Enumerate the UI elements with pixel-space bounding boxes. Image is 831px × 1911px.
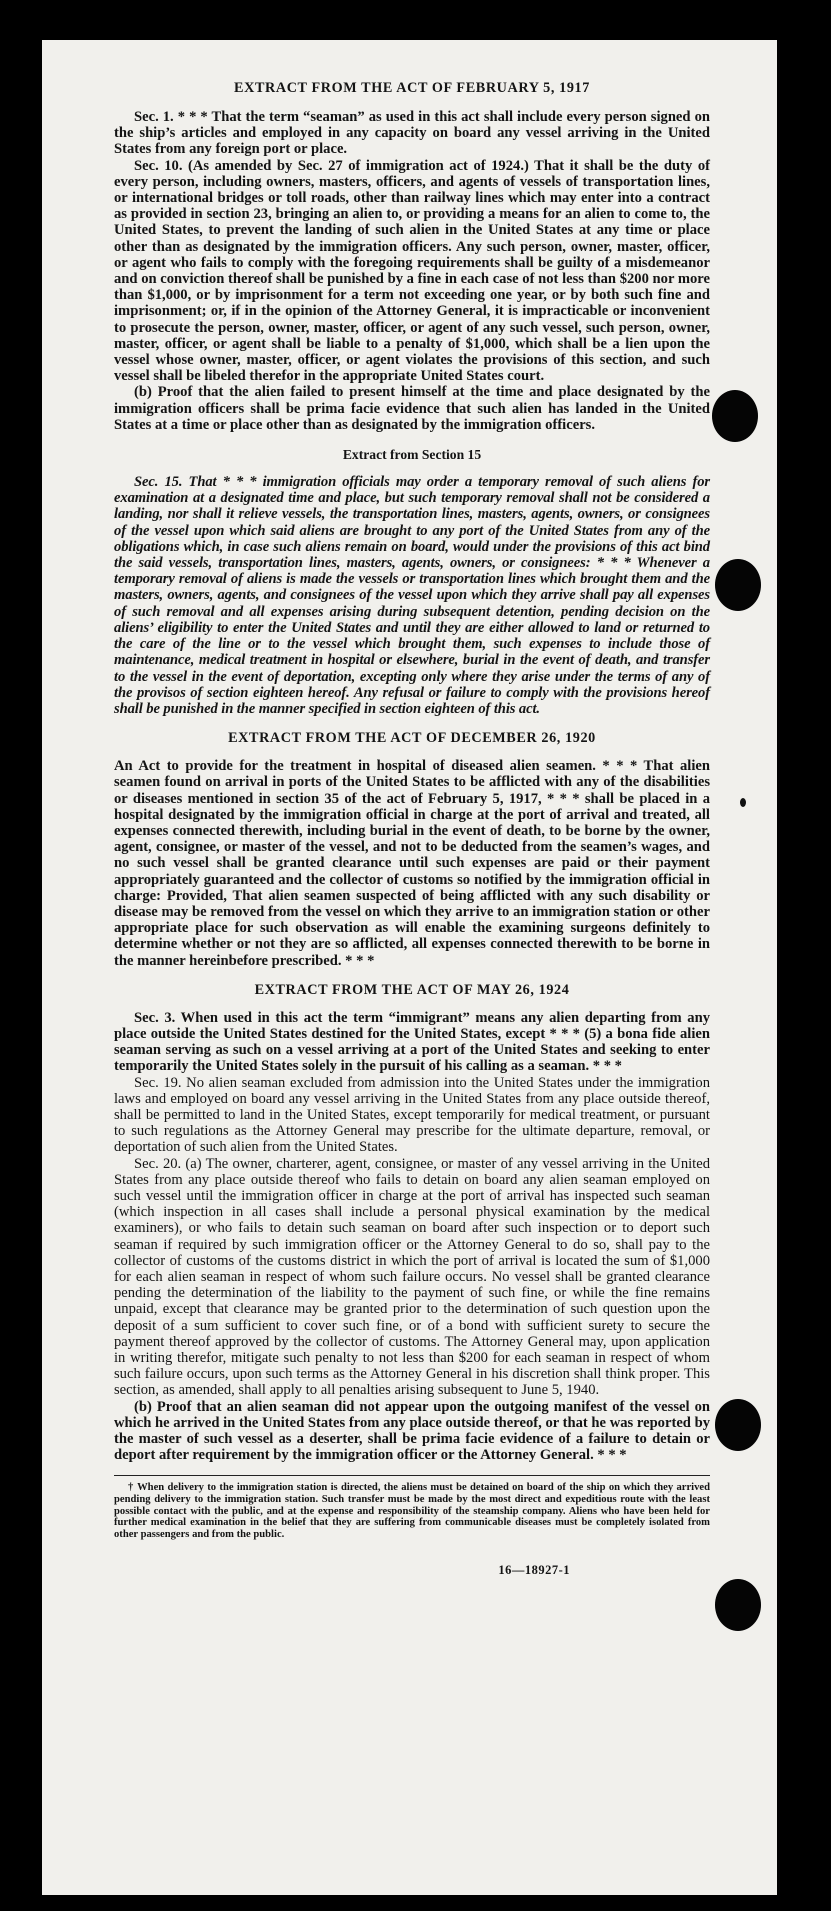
footnote-divider	[114, 1475, 710, 1476]
heading-act-1920: EXTRACT FROM THE ACT OF DECEMBER 26, 1920	[228, 730, 596, 747]
paragraph-1917-sec1: Sec. 1. * * * That the term “seaman” as used in this act shall include every person signed on the ship’s articles and employed in any capacity on board any vessel arriving in the United States from any foreign port or place.	[114, 109, 710, 158]
punch-hole-1	[712, 390, 758, 442]
paragraph-sec15: Sec. 15. That * * * immigration officials may order a temporary removal of such aliens for examination at a designated time and place, but such temporary removal shall not be considered a landing, nor shall it relieve vessels, the transportation lines, masters, agents, owners, or consignees of the vessel upon which said aliens are brought to any port of the United States from any of the obligations which, in case such aliens remain on board, would under the provisions of this act bind the said vessels, transportation lines, masters, agents, owners, or consignees: * * * Whenever a temporary removal of aliens is made the vessels or transportation lines which brought them and the masters, owners, agents, and consignees of the vessel upon which they arrive shall pay all expenses of such removal and all expenses arising during subsequent detention, pending decision on the aliens’ eligibility to enter the United States and until they are either allowed to land or returned to the care of the line or to the vessel which brought them, such expenses to include those of maintenance, medical treatment in hospital or elsewhere, burial in the event of death, and transfer to the vessel in the event of deportation, excepting only where they arise under the terms of any of the provisos of section eighteen hereof. Any refusal or failure to comply with the provisions hereof shall be punished in the manner specified in section eighteen of this act.	[114, 474, 710, 717]
paragraph-1924-sec20: Sec. 20. (a) The owner, charterer, agent, consignee, or master of any vessel arriving in the United States from any place outside thereof who fails to detain on board any alien seaman employed on such vessel until the immigration officer in charge at the port of arrival has inspected such seaman (which inspection in all cases shall include a personal physical examination by the medical examiners), or who fails to detain such seaman on board after such inspection or to deport such seaman if required by such immigration officer or the Attorney General to do so, shall pay to the collector of customs of the customs district in which the port of arrival is located the sum of $1,000 for each alien seaman in respect of whom such failure occurs. No vessel shall be granted clearance pending the determination of the liability to the payment of such fine, or while the fine remains unpaid, except that clearance may be granted prior to the determination of such question upon the deposit of a sum sufficient to cover such fine, or of a bond with sufficient surety to secure the payment thereof approved by the collector of customs. The Attorney General may, upon application in writing therefor, mitigate such penalty to not less than $200 for each seaman in respect of whom such failure occurs, upon such terms as the Attorney General in his discretion shall think proper. This section, as amended, shall apply to all penalties arising subsequent to June 5, 1940.	[114, 1155, 710, 1399]
paragraph-1924-sec19: Sec. 19. No alien seaman excluded from admission into the United States under the immigration laws and employed on board any vessel arriving in the United States from any place outside thereof, shall be permitted to land in the United States, except temporarily for medical treatment, or pursuant to such regulations as the Attorney General may prescribe for the ultimate departure, removal, or deportation of such alien from the United States.	[114, 1074, 710, 1156]
print-code: 16—18927-1	[498, 1563, 570, 1578]
heading-act-1924: EXTRACT FROM THE ACT OF MAY 26, 1924	[254, 981, 570, 998]
paragraph-1920: An Act to provide for the treatment in hospital of diseased alien seamen. * * * That alien seamen found on arrival in ports of the United States to be afflicted with any of the disabilities or diseases mentioned in section 35 of the act of February 5, 1917, * * * shall be placed in a hospital designated by the immigration official in charge at the port of arrival and treated, all expenses connected therewith, including burial in the event of death, to be borne by the owner, agent, consignee, or master of the vessel, and not to be deducted from the seamen’s wages, and no such vessel shall be granted clearance until such expenses are paid or their payment appropriately guaranteed and the collector of customs so notified by the immigration official in charge: Provided, That alien seamen suspected of being afflicted with any such disability or disease may be removed from the vessel on which they arrive to an immigration station or other appropriate place for such observation as will enable the examining surgeons definitely to determine whether or not they are so afflicted, all expenses connected therewith to be borne in the manner hereinbefore prescribed. * * *	[114, 758, 710, 969]
paragraph-1917-b: (b) Proof that the alien failed to present himself at the time and place designated by the immigration officers shall be prima facie evidence that such alien has landed in the United States at a time or place other than as designated by the immigration officers.	[114, 384, 710, 433]
document-page	[42, 40, 777, 1895]
heading-section-15: Extract from Section 15	[342, 447, 482, 463]
punch-hole-2	[715, 559, 761, 611]
paragraph-1924-sec3: Sec. 3. When used in this act the term “immigrant” means any alien departing from any place outside the United States destined for the United States, except * * * (5) a bona fide alien seaman serving as such on a vessel arriving at a port of the United States and seeking to enter temporarily the United States solely in the pursuit of his calling as a seaman. * * *	[114, 1009, 710, 1075]
document-body	[114, 80, 710, 1579]
punch-hole-3	[715, 1399, 761, 1451]
heading-act-1917: EXTRACT FROM THE ACT OF FEBRUARY 5, 1917	[234, 80, 590, 96]
paragraph-1917-sec10: Sec. 10. (As amended by Sec. 27 of immigration act of 1924.) That it shall be the duty of every person, including owners, masters, officers, and agents of vessels of transportation lines, or international bridges or toll roads, other than railway lines which may enter into a contract as provided in section 23, bringing an alien to, or providing a means for an alien to come to, the United States, to prevent the landing of such alien in the United States at any time or place other than as designated by the immigration officers. Any such person, owner, master, officer, or agent who fails to comply with the foregoing requirements shall be guilty of a misdemeanor and on conviction thereof shall be punished by a fine in each case of not less than $200 nor more than $1,000, or by imprisonment for a term not exceeding one year, or by both such fine and imprisonment; or, if in the opinion of the Attorney General, it is impracticable or inconvenient to prosecute the person, owner, master, officer, or agent of any such vessel, such person, owner, master, officer, or agent shall be liable to a penalty of $1,000, which shall be a lien upon the vessel whose owner, master, officer, or agent violates the provisions of this section, and such vessel shall be libeled therefor in the appropriate United States court.	[114, 157, 710, 385]
footnote: † When delivery to the immigration station is directed, the aliens must be detained on board of the ship on which they arrived pending delivery to the immigration station. Such transfer must be made by the most direct and expeditious route with the least possible contact with the public, and at the expense and responsibility of the steamship company. Aliens who have been held for further medical examination in the belief that they are suffering from communicable diseases must be completely isolated from other passengers and from the public.	[114, 1482, 710, 1540]
punch-hole-4	[715, 1579, 761, 1631]
ink-speck	[740, 798, 746, 807]
paragraph-1924-b: (b) Proof that an alien seaman did not appear upon the outgoing manifest of the vessel on which he arrived in the United States from any place outside thereof, or that he was reported by the master of such vessel as a deserter, shall be prima facie evidence of a failure to detain or deport after requirement by the immigration officer or the Attorney General. * * *	[114, 1398, 710, 1464]
